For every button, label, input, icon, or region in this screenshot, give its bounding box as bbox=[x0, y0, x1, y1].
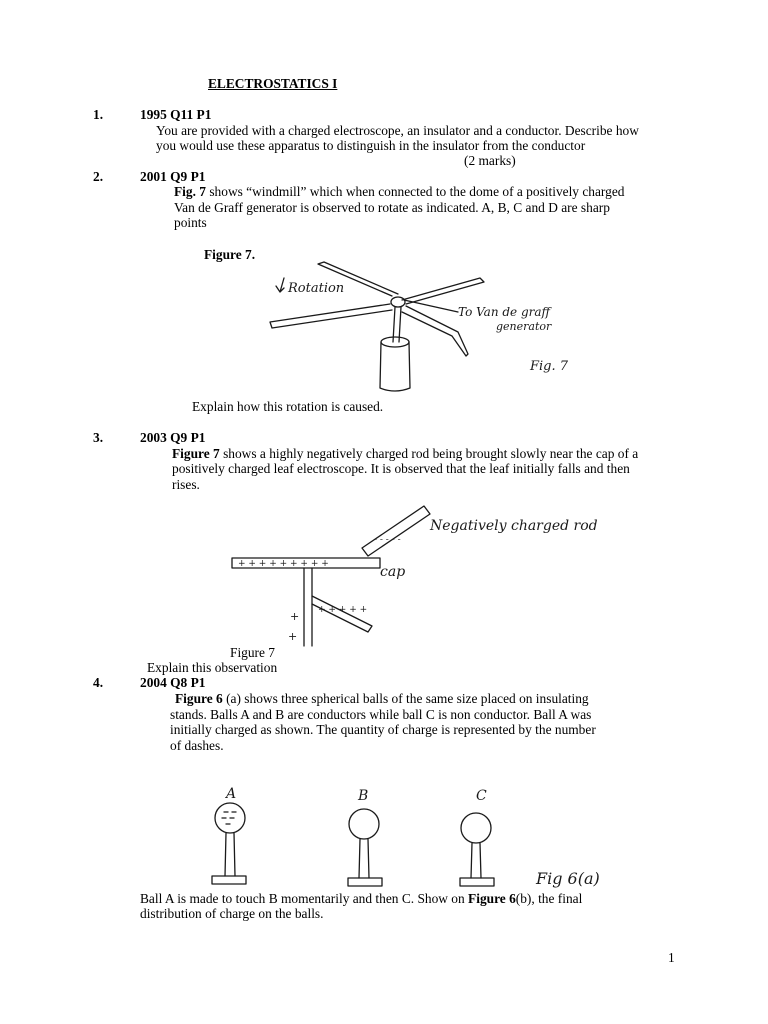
windmill-hub bbox=[391, 297, 405, 307]
cap-label: cap bbox=[380, 564, 406, 580]
fig-7-label: Fig. 7 bbox=[530, 359, 569, 374]
question-4-after-1 bbox=[140, 891, 582, 907]
question-3-ref: 2003 Q9 P1 bbox=[140, 430, 206, 445]
question-3-lead: Figure 7 bbox=[172, 446, 220, 461]
question-4-line-1-text: (a) shows three spherical balls of the same size placed on insulating bbox=[222, 691, 589, 706]
question-4-line-3: initially charged as shown. The quantity of charge is represented by the number bbox=[170, 722, 596, 737]
svg-text:+ + + + +: + + + + + bbox=[318, 605, 368, 615]
question-4-ref: 2004 Q8 P1 bbox=[140, 675, 206, 690]
question-2-line-3: points bbox=[174, 215, 207, 230]
fig-6a-label: Fig 6(a) bbox=[536, 869, 600, 888]
generator-label-1: To Van de graff bbox=[458, 305, 551, 319]
question-4-lead: Figure 6 bbox=[175, 691, 223, 706]
page-title: ELECTROSTATICS I bbox=[208, 76, 338, 91]
question-2-ref: 2001 Q9 P1 bbox=[140, 169, 206, 184]
question-1-number: 1. bbox=[93, 107, 104, 122]
question-2-line-1 bbox=[174, 184, 624, 200]
question-1-ref: 1995 Q11 P1 bbox=[140, 107, 212, 122]
generator-label-2: generator bbox=[496, 320, 552, 333]
insulating-stand-top bbox=[381, 337, 409, 347]
insulating-stand bbox=[380, 342, 410, 391]
question-3-line-3: rises. bbox=[172, 477, 200, 492]
question-4-line-4: of dashes. bbox=[170, 738, 224, 753]
question-3-line-2: positively charged leaf electroscope. It is observed that the leaf initially falls and then bbox=[172, 461, 630, 476]
page-number: 1 bbox=[668, 950, 675, 965]
windmill-arm-b bbox=[402, 278, 484, 304]
question-3-prompt: Explain this observation bbox=[147, 660, 278, 675]
question-1-line-2: you would use these apparatus to distinguish in the insulator from the conductor bbox=[156, 138, 586, 153]
question-4-line-1 bbox=[175, 691, 589, 707]
svg-text:- - - - -: - - - - - bbox=[374, 535, 401, 545]
question-2-line-2: Van de Graff generator is observed to rotate as indicated. A, B, C and D are sharp bbox=[174, 200, 610, 215]
figure-7-caption-q2: Figure 7. bbox=[204, 247, 256, 262]
ball-c-stand bbox=[471, 843, 481, 878]
ball-a-stand bbox=[225, 833, 235, 876]
rotation-label: Rotation bbox=[288, 281, 345, 296]
generator-pointer bbox=[404, 300, 458, 312]
question-2-line-1-text: shows “windmill” which when connected to the dome of a positively charged bbox=[206, 184, 625, 199]
windmill-figure bbox=[262, 258, 592, 398]
question-4-after-text-1: Ball A is made to touch B momentarily and then C. Show on bbox=[140, 891, 469, 906]
question-3-line-1 bbox=[172, 446, 638, 462]
ball-b bbox=[349, 809, 379, 839]
question-1-marks: (2 marks) bbox=[464, 153, 516, 168]
rotation-arrow bbox=[276, 278, 284, 292]
question-2-prompt: Explain how this rotation is caused. bbox=[192, 399, 384, 414]
rod-label: Negatively charged rod bbox=[430, 518, 598, 534]
ball-a-charges bbox=[222, 812, 236, 824]
ball-a-base bbox=[212, 876, 246, 884]
svg-text:+: + bbox=[290, 610, 300, 623]
balls-figure bbox=[200, 780, 610, 892]
ball-b-stand bbox=[359, 839, 369, 878]
ball-c bbox=[461, 813, 491, 843]
windmill-arm-c bbox=[270, 304, 392, 328]
question-1-line-1: You are provided with a charged electroscope, an insulator and a conductor. Describe how bbox=[156, 123, 639, 138]
ball-b-base bbox=[348, 878, 382, 886]
question-2-number: 2. bbox=[93, 169, 104, 184]
figure-7-caption-q3: Figure 7 bbox=[230, 645, 276, 660]
svg-text:+: + bbox=[288, 630, 298, 643]
question-2-lead: Fig. 7 bbox=[174, 184, 206, 199]
question-3-line-1-text: shows a highly negatively charged rod being brought slowly near the cap of a bbox=[219, 446, 639, 461]
ball-a-label: A bbox=[226, 786, 237, 802]
electroscope-stem bbox=[304, 568, 312, 646]
svg-text:+ + + + + + + + +: + + + + + + + + + bbox=[238, 559, 329, 569]
question-4-line-2: stands. Balls A and B are conductors while ball C is non conductor. Ball A was bbox=[170, 707, 592, 722]
question-4-after-text-2: (b), the final bbox=[515, 891, 583, 906]
negative-rod bbox=[362, 506, 430, 556]
question-4-after-bold: Figure 6 bbox=[468, 891, 516, 906]
question-4-after-2: distribution of charge on the balls. bbox=[140, 906, 324, 921]
ball-c-base bbox=[460, 878, 494, 886]
ball-c-label: C bbox=[476, 788, 487, 804]
question-3-number: 3. bbox=[93, 430, 104, 445]
electroscope-figure bbox=[228, 500, 608, 650]
ball-b-label: B bbox=[358, 788, 369, 804]
question-4-number: 4. bbox=[93, 675, 104, 690]
